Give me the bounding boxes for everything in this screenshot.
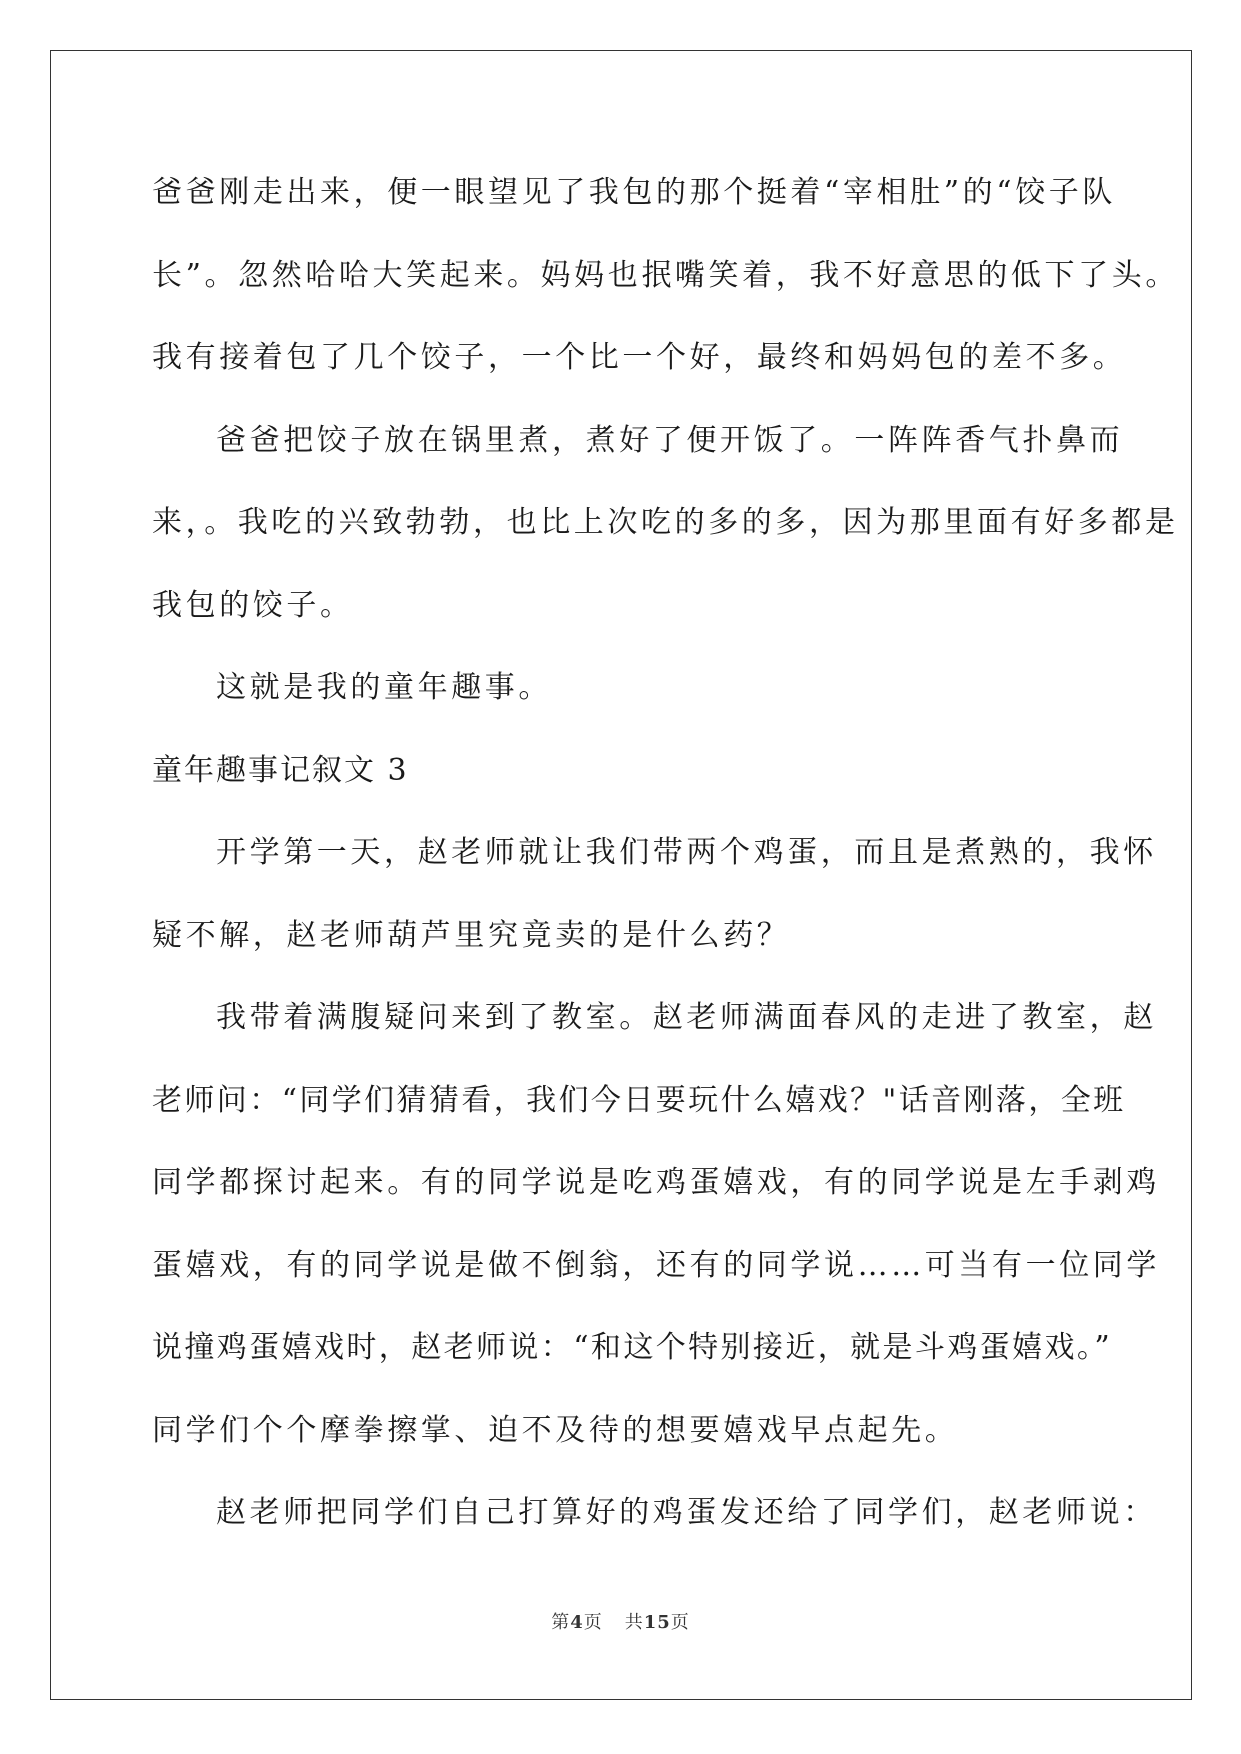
- text-line: 同学们个个摩拳擦掌、迫不及待的想要嬉戏早点起先。: [152, 1412, 959, 1448]
- text-line: 爸爸刚走出来，便一眼望见了我包的那个挺着“宰相肚”的“饺子队: [152, 175, 1117, 210]
- text-line: 我有接着包了几个饺子，一个比一个好，最终和妈妈包的差不多。: [152, 340, 1127, 375]
- text-line: 疑不解，赵老师葫芦里究竟卖的是什么药？: [152, 917, 791, 953]
- document-body: [152, 152, 1179, 1555]
- text-line: 爸爸把饺子放在锅里煮，煮好了便开饭了。一阵阵香气扑鼻而: [216, 422, 1124, 458]
- page-footer: [0, 1608, 1241, 1634]
- total-suffix: 页: [670, 1612, 690, 1633]
- total-prefix: 共: [624, 1612, 644, 1633]
- text-line: 我带着满腹疑问来到了教室。赵老师满面春风的走进了教室，赵: [216, 1000, 1157, 1035]
- text-line: 说撞鸡蛋嬉戏时，赵老师说：“和这个特别接近，就是斗鸡蛋嬉戏。”: [152, 1330, 1113, 1365]
- text-line: 老师问：“同学们猜猜看，我们今日要玩什么嬉戏？"话音刚落，全班: [152, 1082, 1126, 1118]
- page-suffix: 页: [583, 1612, 603, 1633]
- text-line: 蛋嬉戏，有的同学说是做不倒翁，还有的同学说……可当有一位同学: [152, 1247, 1160, 1283]
- text-line: 长”。忽然哈哈大笑起来。妈妈也抿嘴笑着，我不好意思的低下了头。: [152, 257, 1179, 293]
- text-line: 同学都探讨起来。有的同学说是吃鸡蛋嬉戏，有的同学说是左手剥鸡: [152, 1165, 1160, 1200]
- text-line: 赵老师把同学们自己打算好的鸡蛋发还给了同学们，赵老师说：: [216, 1495, 1157, 1530]
- page-number: 4: [570, 1612, 584, 1633]
- page-prefix: 第: [551, 1612, 571, 1633]
- text-line: 这就是我的童年趣事。: [216, 670, 552, 705]
- total-pages: 15: [643, 1612, 671, 1633]
- section-heading: 童年趣事记叙文 3: [152, 752, 409, 788]
- text-line: 来，。我吃的兴致勃勃，也比上次吃的多的多，因为那里面有好多都是: [152, 505, 1179, 540]
- text-line: 开学第一天，赵老师就让我们带两个鸡蛋，而且是煮熟的，我怀: [216, 835, 1157, 870]
- text-line: 我包的饺子。: [152, 587, 354, 623]
